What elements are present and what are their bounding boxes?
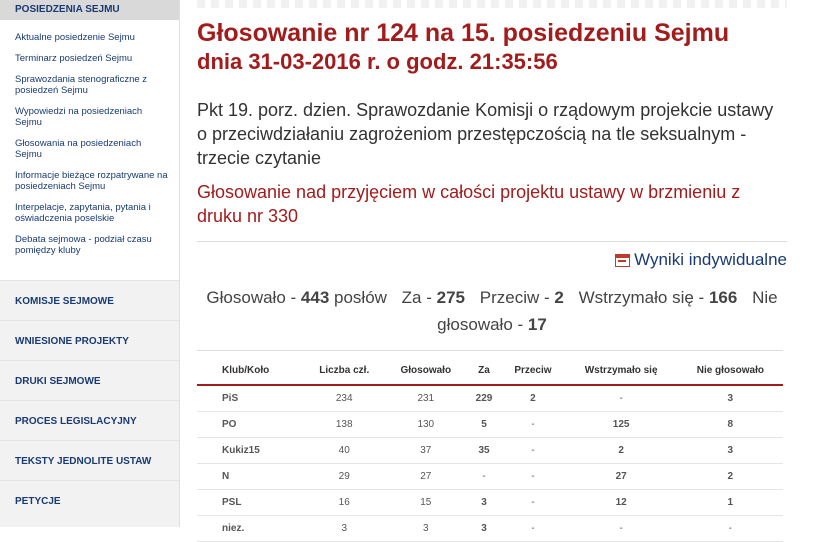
cell-voted: 27 [385,464,467,490]
cell-for: - [467,464,502,490]
cell-abstain: - [565,516,678,542]
cell-voted: 231 [385,385,467,412]
cell-against: - [501,438,564,464]
cell-for: 35 [467,438,502,464]
col-members: Liczba czł. [304,351,385,386]
pdf-icon [615,254,630,267]
agenda-item: Pkt 19. porz. dzien. Sprawozdanie Komisji o rządowym projekcie ustawy o przeciwdziałaniu zagrożeniom przestępczością na tle seksualnym - trzecie czytanie [197,100,774,168]
club-name[interactable]: niez. [197,516,304,542]
sidebar-link-interpellations[interactable]: Interpelacje, zapytania, pytania i oświadczenia poselskie [15,202,151,224]
summary-against-label: Przeciw - [479,288,550,307]
sidebar-section-legislative-process[interactable]: PROCES LEGISLACYJNY [0,400,179,440]
col-not-voted: Nie głosowało [678,351,783,386]
individual-results-link[interactable] [615,250,787,270]
cell-against: - [501,516,564,542]
club-name[interactable]: PSL [197,490,304,516]
table-row [197,490,783,516]
cell-not-voted: 3 [678,385,783,412]
table-row [197,516,783,542]
table-row [197,412,783,438]
cell-abstain: - [565,385,678,412]
sidebar-link-current-sitting[interactable]: Aktualne posiedzenie Sejmu [15,32,135,43]
main-content [197,0,787,542]
summary-against-value: 2 [554,288,564,307]
cell-voted: 130 [385,412,467,438]
sidebar-section-consolidated-texts[interactable]: TEKSTY JEDNOLITE USTAW [0,440,179,480]
sidebar-section-submitted-projects[interactable]: WNIESIONE PROJEKTY [0,320,179,360]
summary-abstain-value: 166 [708,288,738,307]
sidebar-link-current-information[interactable]: Informacje bieżące rozpatrywane na posiedzeniach Sejmu [15,170,168,192]
cell-for: 229 [467,385,502,412]
sidebar-link-stenographic-reports[interactable]: Sprawozdania stenograficzne z posiedzeń Sejmu [15,74,148,96]
col-voted: Głosowało [385,351,467,386]
sidebar-link-debate-time[interactable]: Debata sejmowa - podział czasu pomiędzy kluby [15,234,152,256]
sidebar-section-committees[interactable]: KOMISJE SEJMOWE [0,280,179,320]
top-decoration [197,0,787,8]
divider [197,241,787,242]
sidebar-section-prints[interactable]: DRUKI SEJMOWE [0,360,179,400]
vote-topic: Głosowanie nad przyjęciem w całości projektu ustawy w brzmieniu z druku nr 330 [197,182,741,226]
cell-abstain: 125 [565,412,678,438]
cell-against: - [501,490,564,516]
club-results-table [197,350,783,542]
cell-voted: 37 [385,438,467,464]
cell-members: 138 [304,412,385,438]
cell-members: 29 [304,464,385,490]
table-row [197,464,783,490]
table-row [197,385,783,412]
summary-for-value: 275 [436,288,466,307]
vote-summary [197,284,787,338]
summary-voted-unit: posłów [334,288,387,307]
sidebar-link-speeches[interactable]: Wypowiedzi na posiedzeniach Sejmu [15,106,143,128]
sidebar-section-petitions[interactable]: PETYCJE [0,480,179,520]
cell-members: 3 [304,516,385,542]
cell-against: - [501,412,564,438]
club-name[interactable]: Kukiz15 [197,438,304,464]
cell-not-voted: 1 [678,490,783,516]
cell-abstain: 27 [565,464,678,490]
cell-for: 3 [467,516,502,542]
individual-results-label: Wyniki indywidualne [634,250,787,269]
sidebar-header[interactable]: POSIEDZENIA SEJMU [0,0,179,20]
col-for: Za [467,351,502,386]
col-against: Przeciw [501,351,564,386]
summary-for-label: Za - [401,288,432,307]
summary-voted-value: 443 [300,288,330,307]
sidebar-link-votings[interactable]: Głosowania na posiedzeniach Sejmu [15,138,142,160]
cell-against: 2 [501,385,564,412]
cell-abstain: 12 [565,490,678,516]
cell-not-voted: 3 [678,438,783,464]
cell-members: 16 [304,490,385,516]
table-header-row [197,351,783,386]
summary-notvoted-label: Nie głosowało - [437,288,778,334]
links-row [197,250,787,276]
cell-voted: 3 [385,516,467,542]
cell-for: 3 [467,490,502,516]
cell-voted: 15 [385,490,467,516]
sidebar-submenu [0,20,179,280]
cell-abstain: 2 [565,438,678,464]
col-abstain: Wstrzymało się [565,351,678,386]
cell-against: - [501,464,564,490]
summary-voted-label: Głosowało - [206,288,297,307]
cell-members: 234 [304,385,385,412]
club-name[interactable]: PO [197,412,304,438]
club-name[interactable]: N [197,464,304,490]
sidebar [0,0,180,527]
summary-abstain-label: Wstrzymało się - [578,288,705,307]
page-title: Głosowanie nr 124 na 15. posiedzeniu Sejmu [197,19,730,47]
vote-datetime: dnia 31-03-2016 r. o godz. 21:35:56 [197,49,558,74]
sidebar-link-schedule[interactable]: Terminarz posiedzeń Sejmu [15,53,133,64]
col-club: Klub/Koło [197,351,304,386]
table-row [197,438,783,464]
summary-notvoted-value: 17 [527,315,547,334]
cell-not-voted: 8 [678,412,783,438]
cell-for: 5 [467,412,502,438]
club-name[interactable]: PiS [197,385,304,412]
cell-not-voted: - [678,516,783,542]
cell-members: 40 [304,438,385,464]
cell-not-voted: 2 [678,464,783,490]
